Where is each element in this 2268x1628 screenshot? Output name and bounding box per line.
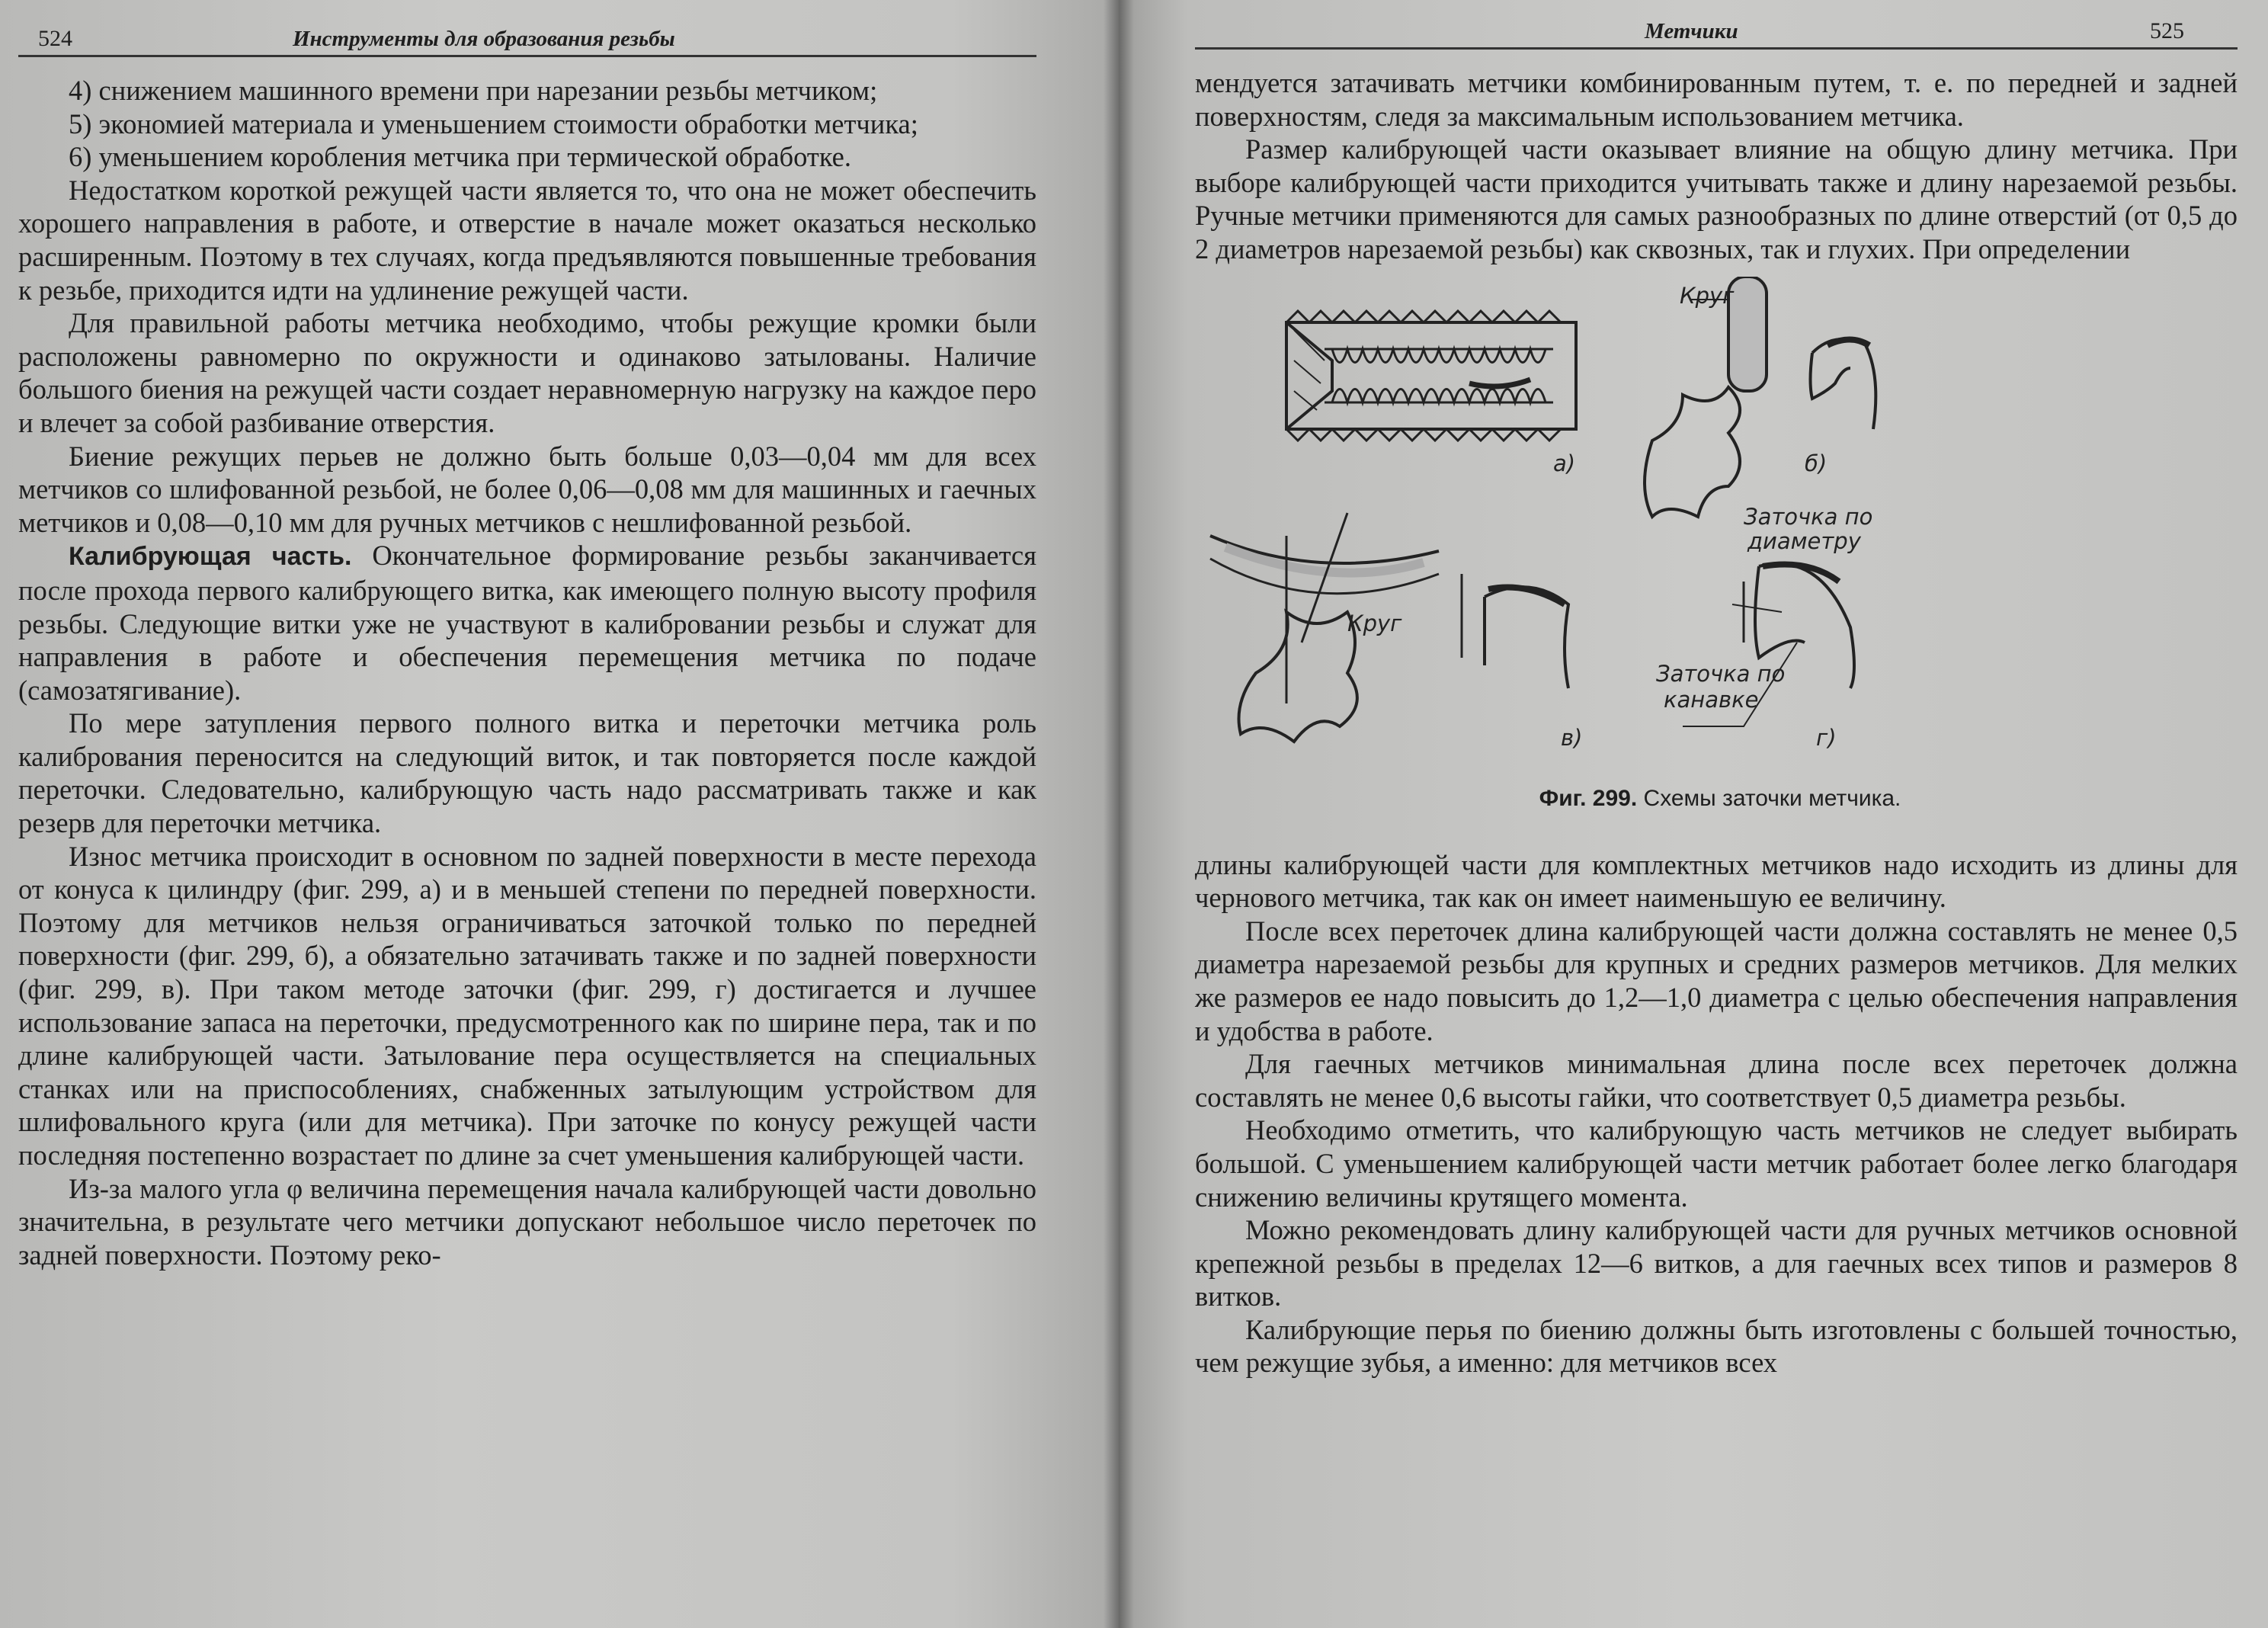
label-a: а) (1553, 450, 1576, 476)
label-b: б) (1805, 450, 1828, 476)
paragraph-continued: мендуется затачивать метчики комбинированным путем, т. е. по передней и задней поверхностям, следя за максимальным использованием метчика. (1195, 67, 2238, 132)
paragraph: По мере затупления первого полного витка и переточки метчика роль калибрования переносится на следующий виток, и так повторяется после каждой переточки. Следовательно, калибрующую часть надо рассматривать также и как резерв для переточки метчика. (18, 707, 1036, 839)
term-calibrating-part: Калибрующая часть. (69, 542, 352, 572)
left-running-head (18, 21, 1036, 57)
paragraph: Калибрующие перья по биению должны быть изготовлены с большей точностью, чем режущие зубья, а именно: для метчиков всех (1195, 1313, 2238, 1379)
left-body-text (18, 74, 1036, 1271)
paragraph: Для гаечных метчиков минимальная длина после всех переточек должна составлять не менее 0,6 высоты гайки, что соответствует 0,5 диаметра резьбы. (1195, 1048, 2238, 1113)
label-zatochka-diam-1: Заточка по (1744, 503, 1873, 530)
label-zatochka-kan-2: канавке (1664, 686, 1759, 713)
label-krug-v: Круг (1347, 610, 1402, 636)
paragraph-calibrating-part (18, 539, 1036, 707)
paragraph: 4) снижением машинного времени при нарезании резьбы метчиком; (69, 75, 878, 106)
diagram-a-tap-wear (1286, 311, 1576, 441)
paragraph: После всех переточек длина калибрующей части должна составлять не менее 0,5 диаметра нарезаемой резьбы для крупных и средних размеров метчиков. Для мелких же размеров ее надо повысить до 1,2—1,0 диаметра с целью обеспечения направления и удобства в работе. (1195, 915, 2238, 1046)
paragraph: Износ метчика происходит в основном по задней поверхности в месте перехода от конуса к цилиндру (фиг. 299, а) и в меньшей степени по передней поверхности. Поэтому для метчиков нельзя ограничиваться заточкой только по передней поверхности (фиг. 299, б), а обязательно затачивать также и по задней поверхности (фиг. 299, в). При таком методе заточки (фиг. 299, г) достигается и лучшее использование запаса на переточки, предусмотренного как по ширине пера, так и по длине калибрующей части. Затылование пера осуществляется на специальных станках или на приспособлениях, снабженных затылующим устройством для шлифовального круга (или для метчика). При заточке по конусу режущей части последняя постепенно возрастает по длине за счет уменьшения калибрующей части. (18, 840, 1036, 1171)
term-paragraph-text: Окончательное формирование резьбы заканчивается после прохода первого калибрующего витка, как имеющего полную высоту профиля резьбы. Следующие витки уже не участвуют в калибровании резьбы и служат для направления в работе и обеспечения перемещения метчика по подаче (самозатягивание). (18, 540, 1036, 706)
paragraph: длины калибрующей части для комплектных метчиков надо исходить из длины для чернового метчика, так как он имеет наименьшую ее величину. (1195, 848, 2238, 914)
figure-caption (1195, 786, 2238, 812)
right-body-text-bottom (1195, 848, 2238, 1380)
figure-number: Фиг. 299. (1539, 785, 1638, 811)
paragraph: 6) уменьшением коробления метчика при термической обработке. (69, 141, 851, 173)
label-g: г) (1816, 724, 1837, 751)
figure-299 (1195, 277, 2238, 780)
paragraph: Размер калибрующей части оказывает влияние на общую длину метчика. При выборе калибрующей части приходится учитывать также и длину нарезаемой резьбы. Ручные метчики применяются для самых разнообразных по длине отверстий (от 0,5 до 2 диаметров нарезаемой резьбы) как сквозных, так и глухих. При определении (1195, 133, 2238, 264)
left-running-title: Инструменты для образования резьбы (293, 27, 675, 51)
diagram-b-front-sharpening (1645, 277, 1876, 517)
paragraph: Необходимо отметить, что калибрующую часть метчиков не следует выбирать большой. С уменьшением калибрующей части метчик работает более легко благодаря снижению величины крутящего момента. (1195, 1114, 2238, 1213)
paragraph: Для правильной работы метчика необходимо, чтобы режущие кромки были расположены равномерно по окружности и одинаково затылованы. Наличие большого биения на режущей части создает неравномерную нагрузку на каждое перо и влечет за собой разбивание отверстия. (18, 307, 1036, 438)
left-page-number: 524 (38, 26, 72, 51)
label-zatochka-diam-2: диаметру (1747, 527, 1861, 554)
paragraph: Недостатком короткой режущей части является то, что она не может обеспечить хорошего направления в работе, и отверстие в начале может оказаться несколько расширенным. Поэтому в тех случаях, когда предъявляются повышенные требования к резьбе, приходится идти на удлинение режущей части. (18, 174, 1036, 306)
right-running-title: Метчики (1645, 19, 1738, 43)
paragraph: Биение режущих перьев не должно быть больше 0,03—0,04 мм для всех метчиков со шлифованной резьбой, не более 0,06—0,08 мм для машинных и гаечных метчиков и 0,08—0,10 мм для ручных метчиков с нешлифованной резьбой. (18, 440, 1036, 538)
label-zatochka-kan-1: Заточка по (1656, 660, 1786, 687)
book-gutter (1104, 0, 1134, 1628)
paragraph: Из-за малого угла φ величина перемещения начала калибрующей части довольно значительна, в результате чего метчики допускают небольшое число переточек по задней поверхности. Поэтому реко- (18, 1172, 1036, 1271)
label-krug-b: Круг (1680, 282, 1735, 309)
left-page (0, 0, 1119, 1628)
label-v: в) (1561, 724, 1583, 751)
right-page (1119, 0, 2268, 1628)
right-running-head (1195, 14, 2238, 50)
right-page-number: 525 (2150, 18, 2184, 43)
right-body-text-top (1195, 66, 2238, 266)
figure-caption-text: Схемы заточки метчика. (1643, 785, 1901, 811)
paragraph: 5) экономией материала и уменьшением стоимости обработки метчика; (69, 107, 918, 139)
paragraph: Можно рекомендовать длину калибрующей части для ручных метчиков основной крепежной резьбы в пределах 12—6 витков, а для гаечных всех типов и размеров 8 витков. (1195, 1214, 2238, 1312)
